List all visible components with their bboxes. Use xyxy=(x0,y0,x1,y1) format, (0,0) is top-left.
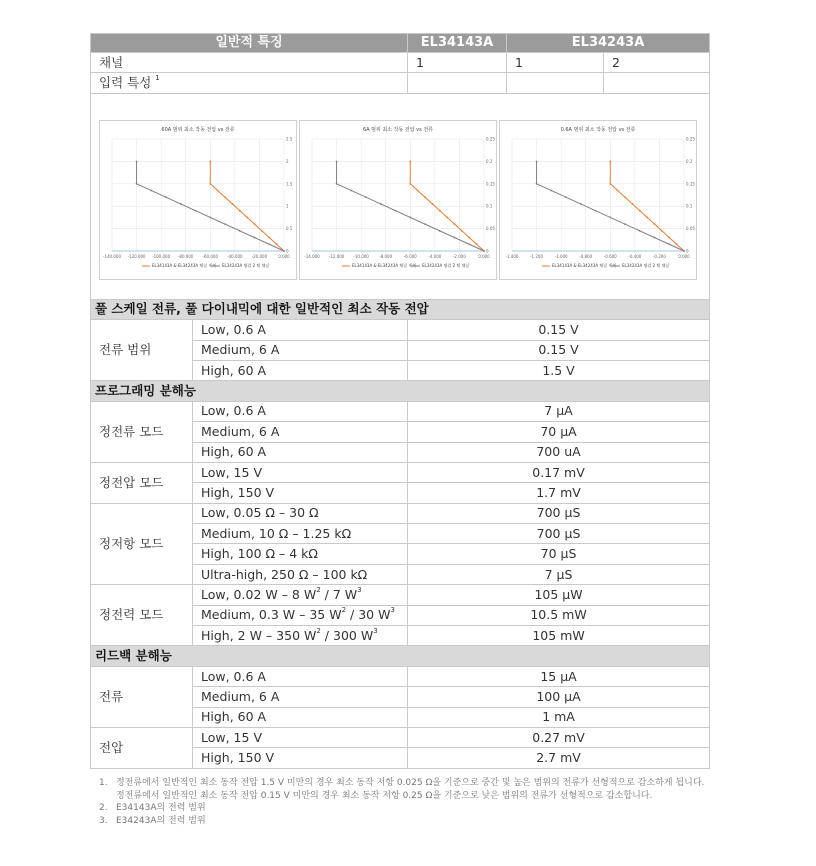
data-point xyxy=(646,216,648,218)
x-tick-label: -40.000 xyxy=(227,253,243,259)
footnote-item xyxy=(99,790,719,803)
data-point xyxy=(336,160,338,162)
row-label xyxy=(193,605,408,625)
input-characteristics-label xyxy=(91,73,408,93)
row-label: Medium, 10 Ω – 1.25 kΩ xyxy=(193,524,408,544)
data-point xyxy=(454,236,456,238)
group-cc-mode: 정전류 모드 xyxy=(91,401,193,462)
data-point xyxy=(224,223,226,225)
data-point xyxy=(261,230,263,232)
data-point xyxy=(209,160,211,162)
label-part: / 30 W xyxy=(346,607,391,623)
row-value: 700 μS xyxy=(408,503,710,523)
section-programming-resolution xyxy=(91,381,710,401)
row-value: 0.17 mV xyxy=(408,462,710,482)
charts-container xyxy=(91,94,709,299)
row-value: 105 μW xyxy=(408,585,710,605)
footnote-ref: 2 xyxy=(341,606,347,615)
header-el34143a: EL34143A xyxy=(408,34,507,53)
y-tick-label: 0.25 xyxy=(686,136,695,142)
chart-60a xyxy=(99,120,297,280)
data-point xyxy=(580,203,582,205)
y-tick-label: 0.1 xyxy=(486,203,493,209)
label-part: Low, 0.02 W – 8 W xyxy=(201,586,317,602)
data-point xyxy=(209,183,211,185)
footnote-text: 정전류에서 일반적인 최소 동작 전압 0.15 V 미만의 경우 최소 동작 저항 0.25 Ω을 기준으로 낮은 범위의 전류가 선형적으로 감소합니다. xyxy=(116,790,653,801)
row-label: Low, 0.6 A xyxy=(193,666,408,686)
data-point xyxy=(209,216,211,218)
x-tick-label: -60.000 xyxy=(202,253,219,259)
chart-title: 6A 범위 최소 작동 전압 vs 전류 xyxy=(362,126,434,133)
y-tick-label: 0.2 xyxy=(686,158,693,164)
charts-row xyxy=(91,93,710,299)
row-label: High, 150 V xyxy=(193,748,408,768)
data-point xyxy=(268,236,270,238)
legend-label: EL34143A & EL34243A 채널 제외 xyxy=(552,262,617,268)
data-point xyxy=(239,230,241,232)
y-tick-label: 0.2 xyxy=(486,158,493,164)
data-point xyxy=(668,236,670,238)
data-point xyxy=(217,189,219,191)
row-value: 10.5 mW xyxy=(408,605,710,625)
x-tick-label: -100.000 xyxy=(152,253,171,259)
data-point xyxy=(409,216,411,218)
data-point xyxy=(661,230,663,232)
data-point xyxy=(536,183,538,185)
y-tick-label: 2 xyxy=(286,158,289,164)
x-tick-label: -80.000 xyxy=(177,253,194,259)
footnote-number: 3. xyxy=(99,815,108,826)
data-point xyxy=(550,189,552,191)
section-readback-resolution xyxy=(91,646,710,666)
data-point xyxy=(446,216,448,218)
x-tick-label: -4.000 xyxy=(428,253,442,259)
row-label: Medium, 6 A xyxy=(193,687,408,707)
chart-title: 60A 범위 최소 작동 전압 vs 전류 xyxy=(161,126,235,133)
footnotes xyxy=(99,777,719,827)
data-point xyxy=(350,189,352,191)
row-label: Low, 15 V xyxy=(193,462,408,482)
data-point xyxy=(380,203,382,205)
legend-label: EL34143A & EL34243A 채널 제외 xyxy=(152,262,217,268)
data-point xyxy=(595,210,597,212)
row-label: High, 60 A xyxy=(193,360,408,380)
legend-label: EL34143A & EL34243A 채널 제외 xyxy=(352,262,417,268)
row-value: 100 μA xyxy=(408,687,710,707)
group-cr-mode: 정저항 모드 xyxy=(91,503,193,585)
row-value: 1.7 mV xyxy=(408,483,710,503)
data-point xyxy=(424,196,426,198)
data-point xyxy=(195,210,197,212)
row-input-characteristics xyxy=(91,73,710,93)
x-tick-label: -6.000 xyxy=(403,253,417,259)
data-point xyxy=(439,210,441,212)
footnote-item xyxy=(99,777,719,790)
row-label: Medium, 6 A xyxy=(193,422,408,442)
label-part: High, 2 W – 350 W xyxy=(201,627,317,643)
x-tick-label: 0.000 xyxy=(478,253,490,259)
data-point xyxy=(609,216,611,218)
data-point xyxy=(150,189,152,191)
data-point xyxy=(395,210,397,212)
chart-title: 0.6A 범위 최소 작동 전압 vs 전류 xyxy=(560,126,636,133)
data-point xyxy=(454,223,456,225)
data-point xyxy=(432,203,434,205)
x-tick-label: -1.000 xyxy=(554,253,568,259)
data-point xyxy=(409,183,411,185)
data-point xyxy=(668,243,670,245)
data-point xyxy=(676,243,678,245)
x-tick-label: -12.000 xyxy=(328,253,345,259)
row-value: 700 uA xyxy=(408,442,710,462)
channel-v2: 1 xyxy=(507,53,604,73)
channel-label: 채널 xyxy=(91,53,408,73)
data-point xyxy=(639,210,641,212)
group-cv-mode: 정전압 모드 xyxy=(91,462,193,503)
row-value: 0.15 V xyxy=(408,340,710,360)
row-value: 7 μA xyxy=(408,401,710,421)
y-tick-label: 0.15 xyxy=(686,181,695,187)
row-label: High, 60 A xyxy=(193,442,408,462)
channel-v3: 2 xyxy=(604,53,710,73)
data-point xyxy=(468,243,470,245)
data-point xyxy=(165,196,167,198)
data-point xyxy=(639,230,641,232)
row-label: Ultra-high, 250 Ω – 100 kΩ xyxy=(193,564,408,584)
footnote-ref: 2 xyxy=(316,626,321,635)
input-label-text: 입력 특성 xyxy=(99,75,152,91)
group-cp-mode: 정전력 모드 xyxy=(91,585,193,646)
y-tick-label: 0 xyxy=(286,248,289,254)
footnote-text: E34143A의 전력 범위 xyxy=(116,803,206,813)
row-label: High, 60 A xyxy=(193,707,408,727)
section-title: 풀 스케일 전류, 풀 다이내믹에 대한 일반적인 최소 작동 전압 xyxy=(91,299,710,319)
chart-svg xyxy=(500,121,696,279)
row-label xyxy=(193,585,408,605)
data-point xyxy=(654,236,656,238)
label-part: / 7 W xyxy=(320,586,358,602)
group-rb-current: 전류 xyxy=(91,666,193,727)
data-point xyxy=(224,196,226,198)
row-label: High, 150 V xyxy=(193,483,408,503)
label-part: / 300 W xyxy=(320,627,374,643)
data-point xyxy=(268,243,270,245)
header-general: 일반적 특징 xyxy=(91,34,408,53)
footnote-number: 2. xyxy=(99,803,108,813)
footnote-ref: 3 xyxy=(373,626,378,635)
y-tick-label: 0.05 xyxy=(486,225,495,231)
data-point xyxy=(624,196,626,198)
spec-table xyxy=(90,33,710,769)
x-tick-label: -2.000 xyxy=(452,253,466,259)
table-header xyxy=(91,34,710,53)
x-tick-label: -120.000 xyxy=(127,253,146,259)
x-tick-label: -140.000 xyxy=(103,253,121,259)
x-tick-label: -20.000 xyxy=(251,253,268,259)
row-label: Low, 0.6 A xyxy=(193,401,408,421)
data-point xyxy=(136,160,138,162)
row-value: 1.5 V xyxy=(408,360,710,380)
data-point xyxy=(476,243,478,245)
row-label: Low, 15 V xyxy=(193,727,408,747)
row-value: 70 μA xyxy=(408,422,710,442)
table-row xyxy=(91,585,710,605)
y-tick-label: 0 xyxy=(486,248,489,254)
row-value: 70 μS xyxy=(408,544,710,564)
data-point xyxy=(246,216,248,218)
data-point xyxy=(283,250,285,252)
y-tick-label: 0.25 xyxy=(486,136,495,142)
footnote-item xyxy=(99,815,719,828)
footnote-number xyxy=(99,790,116,803)
footnote-text: E34243A의 전력 범위 xyxy=(116,815,206,826)
data-point xyxy=(254,236,256,238)
row-value: 1 mA xyxy=(408,707,710,727)
row-channel xyxy=(91,53,710,73)
y-tick-label: 0.05 xyxy=(686,225,695,231)
label-part: Medium, 0.3 W – 35 W xyxy=(201,607,342,623)
row-value: 7 μS xyxy=(408,564,710,584)
x-tick-label: -0.800 xyxy=(579,253,593,259)
row-value: 105 mW xyxy=(408,626,710,646)
data-point xyxy=(654,223,656,225)
chart-0-6a xyxy=(499,120,697,280)
data-point xyxy=(409,160,411,162)
section-min-voltage xyxy=(91,299,710,319)
row-label xyxy=(193,626,408,646)
x-tick-label: 0.000 xyxy=(678,253,690,259)
data-point xyxy=(365,196,367,198)
footnote-ref: 3 xyxy=(357,585,362,594)
x-tick-label: -1.200 xyxy=(530,253,544,259)
y-tick-label: 2.5 xyxy=(286,136,293,142)
legend-label: EL34243A 병렬 2 채 채널 xyxy=(222,262,270,268)
data-point xyxy=(417,189,419,191)
data-point xyxy=(136,183,138,185)
row-value: 15 μA xyxy=(408,666,710,686)
data-point xyxy=(468,236,470,238)
row-label: High, 100 Ω – 4 kΩ xyxy=(193,544,408,564)
data-point xyxy=(276,243,278,245)
row-value: 700 μS xyxy=(408,524,710,544)
data-point xyxy=(424,223,426,225)
footnote-ref: 3 xyxy=(390,606,395,615)
data-point xyxy=(609,183,611,185)
row-label: Medium, 6 A xyxy=(193,340,408,360)
data-point xyxy=(461,230,463,232)
data-point xyxy=(336,183,338,185)
legend-label: EL34243A 병렬 2 채 채널 xyxy=(422,262,470,268)
group-current-range: 전류 범위 xyxy=(91,320,193,381)
row-value: 0.15 V xyxy=(408,320,710,340)
data-point xyxy=(617,189,619,191)
row-label: Low, 0.6 A xyxy=(193,320,408,340)
x-tick-label: -14.000 xyxy=(304,253,320,259)
channel-v1: 1 xyxy=(408,53,507,73)
row-value: 2.7 mV xyxy=(408,748,710,768)
chart-6a xyxy=(299,120,497,280)
data-point xyxy=(536,160,538,162)
y-tick-label: 0.1 xyxy=(686,203,693,209)
footnote-ref: 1 xyxy=(155,74,160,83)
header-el34243a: EL34243A xyxy=(507,34,710,53)
y-tick-label: 0.15 xyxy=(486,181,495,187)
chart-svg xyxy=(100,121,296,279)
y-tick-label: 1 xyxy=(286,203,289,209)
data-point xyxy=(632,203,634,205)
footnote-item xyxy=(99,802,719,815)
legend-label: EL34243A 병렬 2 채 채널 xyxy=(622,262,670,268)
footnote-text: 정전류에서 일반적인 최소 동작 전압 1.5 V 미만의 경우 최소 동작 저항 0.025 Ω을 기준으로 중간 및 높은 범위의 전류가 선형적으로 감소하게 됩니다. xyxy=(116,778,705,788)
chart-svg xyxy=(300,121,496,279)
group-rb-voltage: 전압 xyxy=(91,727,193,768)
table-row xyxy=(91,320,710,340)
data-point xyxy=(609,160,611,162)
data-point xyxy=(239,210,241,212)
footnote-number: 1. xyxy=(99,778,108,788)
row-label: Low, 0.05 Ω – 30 Ω xyxy=(193,503,408,523)
table-row xyxy=(91,462,710,482)
section-title: 리드백 분해능 xyxy=(91,646,710,666)
table-row xyxy=(91,727,710,747)
x-tick-label: -1.400 xyxy=(505,253,519,259)
data-point xyxy=(180,203,182,205)
x-tick-label: -10.000 xyxy=(353,253,369,259)
data-point xyxy=(565,196,567,198)
x-tick-label: -8.000 xyxy=(379,253,393,259)
table-row xyxy=(91,503,710,523)
table-row xyxy=(91,666,710,686)
data-point xyxy=(232,203,234,205)
data-point xyxy=(683,250,685,252)
section-title: 프로그래밍 분해능 xyxy=(91,381,710,401)
data-point xyxy=(439,230,441,232)
y-tick-label: 1.5 xyxy=(286,181,293,187)
data-point xyxy=(624,223,626,225)
x-tick-label: -0.200 xyxy=(652,253,666,259)
data-point xyxy=(254,223,256,225)
footnote-ref: 2 xyxy=(316,585,321,594)
y-tick-label: 0.5 xyxy=(286,225,293,231)
x-tick-label: 0.000 xyxy=(278,253,290,259)
row-value: 0.27 mV xyxy=(408,727,710,747)
x-tick-label: -0.600 xyxy=(603,253,617,259)
x-tick-label: -0.400 xyxy=(628,253,642,259)
y-tick-label: 0 xyxy=(686,248,689,254)
table-row xyxy=(91,401,710,421)
data-point xyxy=(483,250,485,252)
